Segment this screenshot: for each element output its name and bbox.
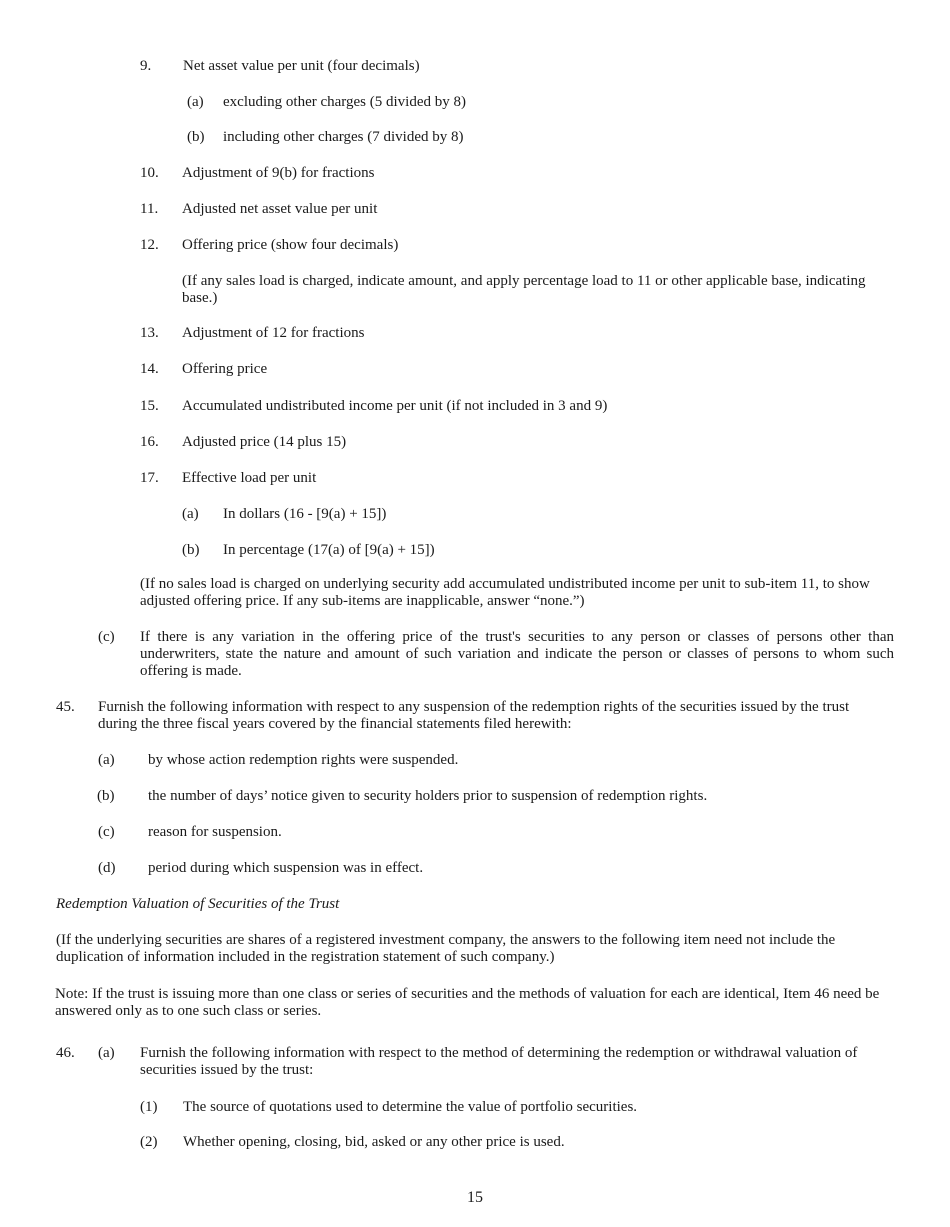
sub-item-label: (b) bbox=[187, 129, 205, 145]
item-text: Effective load per unit bbox=[182, 470, 317, 486]
item-number: 14. bbox=[140, 361, 159, 377]
sub-item-label: (d) bbox=[98, 860, 116, 876]
sub-item-text: excluding other charges (5 divided by 8) bbox=[223, 94, 466, 110]
item-number: 9. bbox=[140, 58, 152, 74]
sub-item-label: (b) bbox=[182, 542, 200, 558]
item-number: 16. bbox=[140, 434, 159, 450]
sub-item-label: (1) bbox=[140, 1099, 158, 1115]
item-text: Accumulated undistributed income per unit (if not included in 3 and 9) bbox=[182, 398, 608, 414]
item-number: 45. bbox=[56, 699, 75, 715]
sub-item-label: (c) bbox=[98, 824, 115, 840]
item-note: (If no sales load is charged on underlying security add accumulated undistributed income per unit to sub-item 11, to show adjusted offering price. If any sub-items are inapplicable, answer “none.”) bbox=[140, 576, 870, 609]
sub-item-text: reason for suspension. bbox=[148, 824, 282, 840]
sub-item-text: In dollars (16 - [9(a) + 15]) bbox=[223, 506, 387, 522]
item-number: 10. bbox=[140, 165, 159, 181]
item-text: Adjustment of 9(b) for fractions bbox=[182, 165, 375, 181]
sub-item-text: by whose action redemption rights were suspended. bbox=[148, 752, 459, 768]
sub-item-text: including other charges (7 divided by 8) bbox=[223, 129, 464, 145]
item-number: 46. bbox=[56, 1045, 75, 1061]
sub-item-text: the number of days’ notice given to security holders prior to suspension of redemption rights. bbox=[148, 788, 708, 804]
item-note: (If any sales load is charged, indicate amount, and apply percentage load to 11 or other applicable base, indicating base.) bbox=[182, 273, 866, 306]
item-number: 13. bbox=[140, 325, 159, 341]
sub-item-text: The source of quotations used to determine the value of portfolio securities. bbox=[183, 1099, 638, 1115]
item-number: 15. bbox=[140, 398, 159, 414]
item-text: Offering price (show four decimals) bbox=[182, 237, 399, 253]
page-number: 15 bbox=[467, 1189, 483, 1206]
item-number: 17. bbox=[140, 470, 159, 486]
item-text: Adjusted net asset value per unit bbox=[182, 201, 378, 217]
item-text: Adjusted price (14 plus 15) bbox=[182, 434, 347, 450]
sub-item-label: (c) bbox=[98, 629, 115, 645]
sub-item-label: (a) bbox=[98, 1045, 115, 1061]
sub-item-text: If there is any variation in the offering price of the trust's securities to any person or classes of persons other than underwriters, state the nature and amount of such variation and indicate the person or classes of persons to whom such offering is made. bbox=[140, 629, 894, 679]
item-number: 11. bbox=[140, 201, 159, 217]
sub-item-text: In percentage (17(a) of [9(a) + 15]) bbox=[223, 542, 435, 558]
sub-item-label: (a) bbox=[182, 506, 199, 522]
item-text: Net asset value per unit (four decimals) bbox=[183, 58, 420, 74]
item-text: Offering price bbox=[182, 361, 268, 377]
section-intro: (If the underlying securities are shares of a registered investment company, the answers to the following item need not include the duplication of information included in the registration statement of such company.) bbox=[56, 932, 836, 965]
sub-item-label: (a) bbox=[187, 94, 204, 110]
sub-item-label: (b) bbox=[97, 788, 115, 804]
item-text: Furnish the following information with respect to the method of determining the redemption or withdrawal valuation of securities issued by the trust: bbox=[140, 1045, 858, 1078]
sub-item-label: (2) bbox=[140, 1134, 158, 1150]
item-text: Furnish the following information with respect to any suspension of the redemption rights of the securities issued by the trust during the three fiscal years covered by the financial statements filed herewith: bbox=[98, 699, 850, 732]
item-text: Adjustment of 12 for fractions bbox=[182, 325, 365, 341]
sub-item-label: (a) bbox=[98, 752, 115, 768]
sub-item-text: Whether opening, closing, bid, asked or any other price is used. bbox=[183, 1134, 565, 1150]
section-note: Note: If the trust is issuing more than one class or series of securities and the methods of valuation for each are identical, Item 46 need be answered only as to one such class or series. bbox=[55, 986, 880, 1019]
sub-item-text: period during which suspension was in effect. bbox=[148, 860, 424, 876]
section-heading: Redemption Valuation of Securities of the Trust bbox=[56, 896, 340, 912]
item-number: 12. bbox=[140, 237, 159, 253]
